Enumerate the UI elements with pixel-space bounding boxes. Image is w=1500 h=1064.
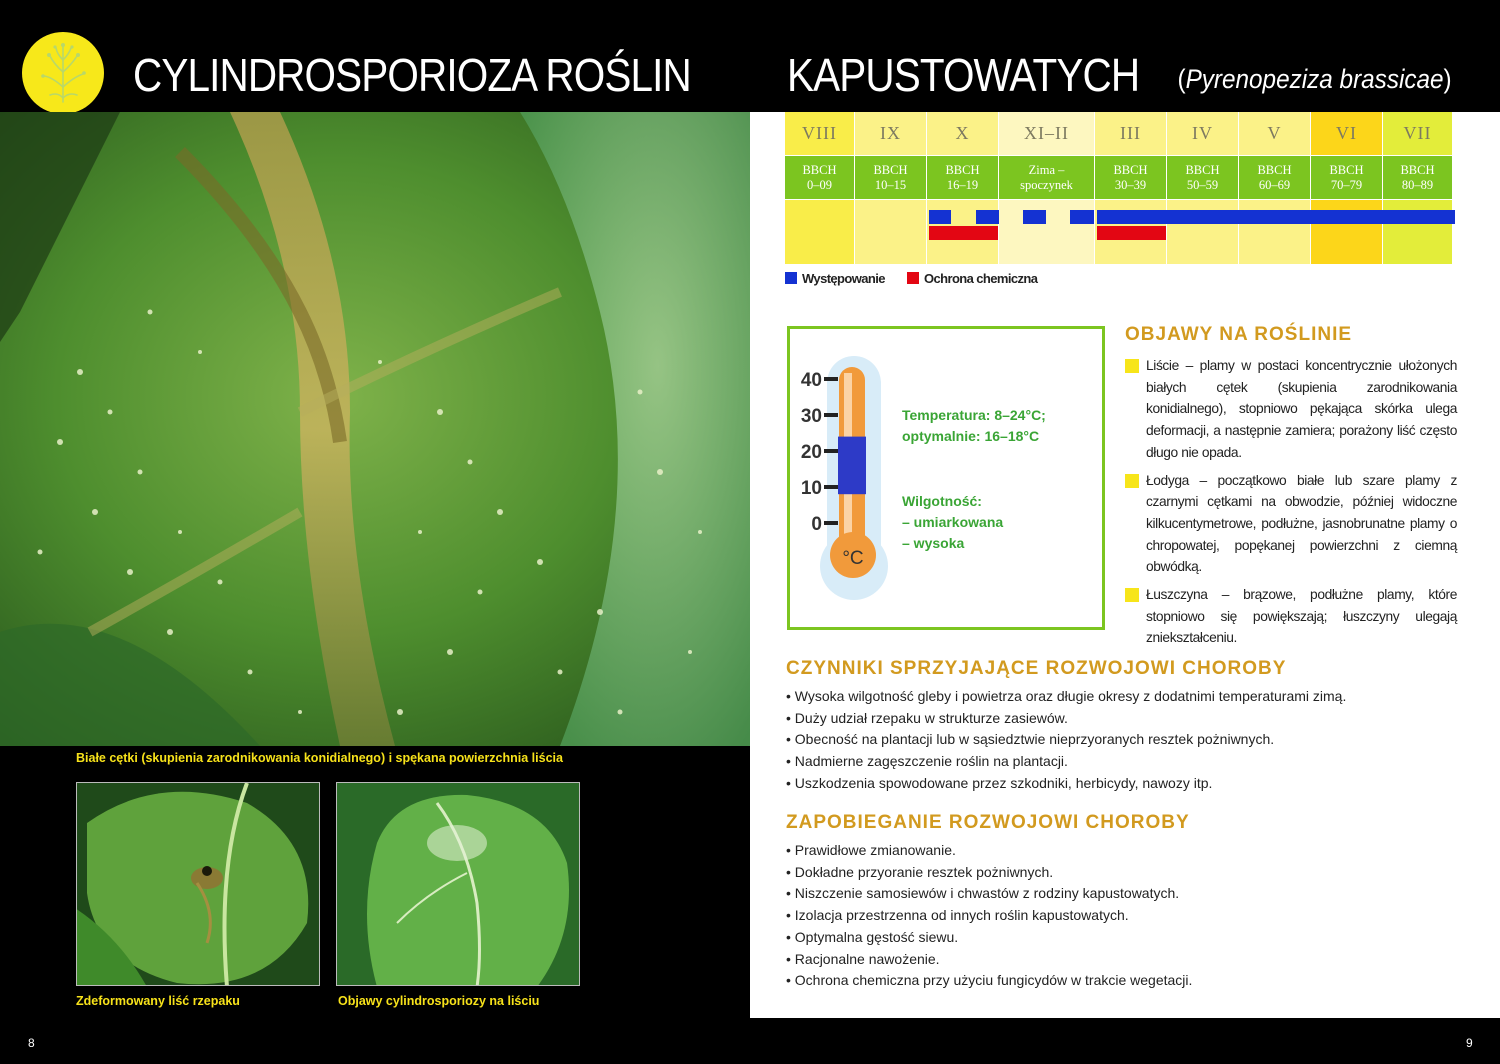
protection-swatch <box>907 272 919 284</box>
yellow-bullet-icon <box>1125 359 1139 373</box>
title-part-1: CYLINDROSPORIOZA ROŚLIN <box>133 49 691 101</box>
bbch-line-2: 60–69 <box>1258 178 1291 192</box>
symptom-leaves <box>1125 355 1457 464</box>
bbch-label <box>785 156 854 199</box>
calendar-column <box>1383 112 1452 264</box>
calendar-column <box>1311 112 1382 264</box>
calendar-cell <box>785 200 854 264</box>
prevention-item: • Niszczenie samosiewów i chwastów z rodziny kapustowatych. <box>786 885 1180 902</box>
scale-label: 40 <box>800 370 822 391</box>
yellow-bullet-icon <box>1125 474 1139 488</box>
occurrence-bar <box>1070 210 1094 224</box>
legend-protection-label: Ochrona chemiczna <box>924 271 1038 286</box>
month-label: IV <box>1167 112 1238 155</box>
temperature-range: Temperatura: 8–24°C; <box>902 407 1046 423</box>
bbch-label <box>1239 156 1310 199</box>
bbch-line-1: BBCH <box>1185 163 1220 177</box>
bbch-line-2: 80–89 <box>1401 178 1434 192</box>
deformed-leaf-image <box>77 783 320 986</box>
factor-item: • Wysoka wilgotność gleby i powietrza oraz długie okresy z dodatnimi temperaturami zimą. <box>786 688 1347 704</box>
factor-item: • Uszkodzenia spowodowane przez szkodniki, herbicydy, nawozy itp. <box>786 774 1213 791</box>
unit-label: °C <box>842 548 864 569</box>
thermometer-icon <box>790 329 1102 627</box>
bbch-line-2: 30–39 <box>1114 178 1147 192</box>
temperature-text <box>902 405 1046 447</box>
bbch-line-2: 10–15 <box>874 178 907 192</box>
bbch-line-1: BBCH <box>1257 163 1292 177</box>
photo-caption-1: Zdeformowany liść rzepaku <box>76 994 240 1008</box>
protection-bar <box>1097 226 1166 240</box>
page-number-right: 9 <box>1466 1036 1473 1050</box>
bbch-label <box>999 156 1094 199</box>
month-label: VII <box>1383 112 1452 155</box>
yellow-bullet-icon <box>1125 588 1139 602</box>
symptom-text: Łuszczyna – brązowe, podłużne plamy, które stopniowo się powiększają; łuszczyny ulegają zniekształceniu. <box>1146 587 1457 646</box>
symptom-pod <box>1125 584 1457 649</box>
calendar-column <box>855 112 926 264</box>
bbch-line-1: BBCH <box>802 163 837 177</box>
rapeseed-logo <box>22 32 104 114</box>
bbch-line-1: Zima – <box>1028 163 1065 177</box>
factor-item: • Obecność na plantacji lub w sąsiedztwie nieprzyoranych resztek pożniwnych. <box>786 731 1275 748</box>
legend-occurrence-label: Występowanie <box>802 271 885 286</box>
humidity-text <box>902 491 1003 554</box>
symptoms-leaf-photo <box>336 782 580 986</box>
calendar-column <box>927 112 998 264</box>
month-label: X <box>927 112 998 155</box>
occurrence-bar <box>1023 210 1046 224</box>
prevention-item: • Izolacja przestrzenna od innych roślin kapustowatych. <box>786 907 1129 924</box>
latin-name-text: Pyrenopeziza brassicae <box>1185 64 1444 94</box>
occurrence-swatch <box>785 272 797 284</box>
scale-tick <box>824 377 838 381</box>
bbch-line-2: spoczynek <box>1020 178 1073 192</box>
calendar-column <box>1167 112 1238 264</box>
month-label: III <box>1095 112 1166 155</box>
humidity-label: Wilgotność: <box>902 493 982 509</box>
bbch-label <box>1311 156 1382 199</box>
scale-label: 10 <box>800 478 822 499</box>
calendar-column <box>999 112 1094 264</box>
humidity-moderate: – umiarkowana <box>902 514 1004 530</box>
bbch-line-1: BBCH <box>1113 163 1148 177</box>
occurrence-bar <box>1097 210 1455 224</box>
bbch-line-1: BBCH <box>1329 163 1364 177</box>
prevention-heading: ZAPOBIEGANIE ROZWOJOWI CHOROBY <box>786 812 1190 833</box>
scale-tick <box>824 521 838 525</box>
scale-tick <box>824 413 838 417</box>
optimal-range-bar <box>838 437 866 495</box>
factors-list <box>786 686 1466 795</box>
latin-close-paren: ) <box>1443 64 1452 94</box>
photo-caption-2: Objawy cylindrosporiozy na liściu <box>338 994 540 1008</box>
bbch-label <box>1383 156 1452 199</box>
humidity-high: – wysoka <box>902 535 965 551</box>
prevention-list <box>786 840 1466 992</box>
scale-label: 30 <box>800 406 822 427</box>
symptoms-list <box>1125 355 1457 655</box>
prevention-item: • Optymalna gęstość siewu. <box>786 928 959 945</box>
occurrence-bar <box>929 210 951 224</box>
bbch-label <box>1167 156 1238 199</box>
latin-name <box>1178 64 1452 95</box>
month-label: V <box>1239 112 1310 155</box>
scale-label: 0 <box>811 514 822 535</box>
occurrence-bar <box>976 210 999 224</box>
bbch-line-2: 16–19 <box>946 178 979 192</box>
bbch-line-2: 50–59 <box>1186 178 1219 192</box>
main-photo-caption: Białe cętki (skupienia zarodnikowania konidialnego) i spękana powierzchnia liścia <box>76 751 563 765</box>
main-leaf-photo <box>0 112 750 746</box>
calendar-column <box>1095 112 1166 264</box>
bbch-line-1: BBCH <box>945 163 980 177</box>
bbch-line-1: BBCH <box>1400 163 1435 177</box>
prevention-item: • Racjonalne nawożenie. <box>786 950 940 967</box>
latin-open-paren: ( <box>1177 64 1186 94</box>
month-label: VI <box>1311 112 1382 155</box>
symptom-text: Liście – plamy w postaci koncentrycznie ułożonych białych cętek (skupienia zarodnikowania konidialnego), stopniowo pękająca skórka ulega deformacji, a następnie zamiera; porażony liść często długo nie opada. <box>1146 358 1457 460</box>
calendar-cell <box>855 200 926 264</box>
bbch-label <box>855 156 926 199</box>
disease-calendar <box>785 112 1455 264</box>
title-part-2: KAPUSTOWATYCH <box>787 49 1140 101</box>
bbch-label <box>1095 156 1166 199</box>
right-page <box>750 112 1500 1018</box>
scale-tick <box>824 449 838 453</box>
scale-tick <box>824 485 838 489</box>
prevention-item: • Ochrona chemiczna przy użyciu fungicydów w trakcie wegetacji. <box>786 972 1193 989</box>
factor-item: • Nadmierne zagęszczenie roślin na plantacji. <box>786 753 1068 770</box>
symptoms-leaf-image <box>337 783 580 986</box>
bbch-line-2: 70–79 <box>1330 178 1363 192</box>
month-label: VIII <box>785 112 854 155</box>
temperature-optimal: optymalnie: 16–18°C <box>902 428 1040 444</box>
climate-conditions-box <box>787 326 1105 630</box>
prevention-item: • Dokładne przyoranie resztek pożniwnych. <box>786 863 1054 880</box>
deformed-leaf-photo <box>76 782 320 986</box>
bbch-label <box>927 156 998 199</box>
bbch-line-2: 0–09 <box>807 178 832 192</box>
calendar-column <box>785 112 854 264</box>
leaf-closeup-image <box>0 112 750 746</box>
rapeseed-plant-icon <box>22 32 104 114</box>
prevention-item: • Prawidłowe zmianowanie. <box>786 842 956 858</box>
protection-bar <box>929 226 998 240</box>
month-label: IX <box>855 112 926 155</box>
symptom-stem <box>1125 470 1457 579</box>
month-label: XI–II <box>999 112 1094 155</box>
symptom-text: Łodyga – początkowo białe lub szare plamy z czarnymi cętkami na obwodzie, później widoczne kilkucentymetrowe, podłużne, jasnobrunatne plamy o chropowatej, popękanej powierzchni z ciemną obwódką. <box>1146 472 1457 575</box>
scale-label: 20 <box>800 442 822 463</box>
page-number-left: 8 <box>28 1036 35 1050</box>
bbch-line-1: BBCH <box>873 163 908 177</box>
calendar-column <box>1239 112 1310 264</box>
factors-heading: CZYNNIKI SPRZYJAJĄCE ROZWOJOWI CHOROBY <box>786 658 1287 679</box>
page-header <box>0 0 1500 112</box>
symptoms-heading: OBJAWY NA ROŚLINIE <box>1125 324 1353 345</box>
factor-item: • Duży udział rzepaku w strukturze zasiewów. <box>786 709 1068 726</box>
